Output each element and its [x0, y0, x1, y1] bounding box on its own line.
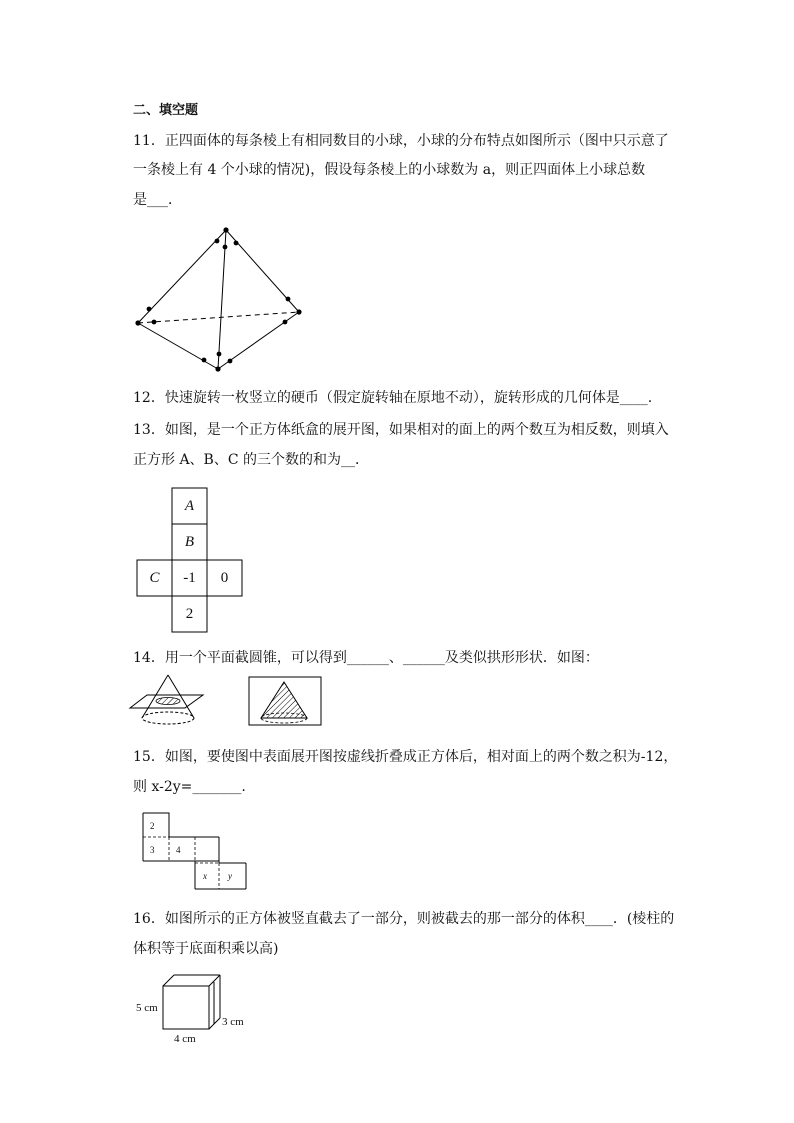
q14-line1: 14．用一个平面截圆锥，可以得到______、______及类似拱形形状．如图：: [133, 650, 599, 666]
q13-line2: 正方形 A、B、C 的三个数的和为__．: [133, 452, 370, 468]
q16-line1: 16．如图所示的正方体被竖直截去了一部分，则被截去的那一部分的体积____．(棱柱的: [133, 911, 675, 927]
q15-line2: 则 x-2y=_______.: [133, 779, 246, 795]
net2-cell-3: 3: [150, 845, 155, 855]
net-cell-center: -1: [183, 570, 196, 586]
section-title: 二、填空题: [133, 103, 199, 118]
prism-depth-label: 3 cm: [222, 1016, 244, 1028]
net2-cell-4: 4: [176, 845, 181, 855]
q15-line1: 15．如图，要使图中表面展开图按虚线折叠成正方体后，相对面上的两个数之积为-12，: [133, 749, 678, 765]
prism-width-label: 4 cm: [174, 1033, 196, 1045]
prism-height-label: 5 cm: [136, 1002, 158, 1014]
net-cell-a: A: [184, 498, 195, 514]
q11-line3: 是___．: [133, 192, 182, 208]
net2-cell-x: x: [203, 871, 207, 881]
q11-line1: 11．正四面体的每条棱上有相同数目的小球，小球的分布特点如图所示（图中只示意了: [133, 133, 669, 149]
net-cell-right: 0: [220, 570, 229, 586]
net-cell-bottom: 2: [185, 606, 194, 622]
q12-line1: 12．快速旋转一枚竖立的硬币（假定旋转轴在原地不动），旋转形成的几何体是____.: [133, 390, 653, 406]
q13-line1: 13．如图，是一个正方体纸盒的展开图，如果相对的面上的两个数互为相反数，则填入: [133, 422, 669, 438]
net-cell-c: C: [149, 570, 160, 586]
net2-cell-2: 2: [150, 821, 155, 831]
q16-line2: 体积等于底面积乘以高): [133, 941, 279, 957]
net2-cell-y: y: [228, 871, 232, 881]
q11-line2: 一条棱上有 4 个小球的情况)，假设每条棱上的小球数为 a，则正四面体上小球总数: [133, 162, 646, 178]
net-cell-b: B: [184, 534, 195, 550]
